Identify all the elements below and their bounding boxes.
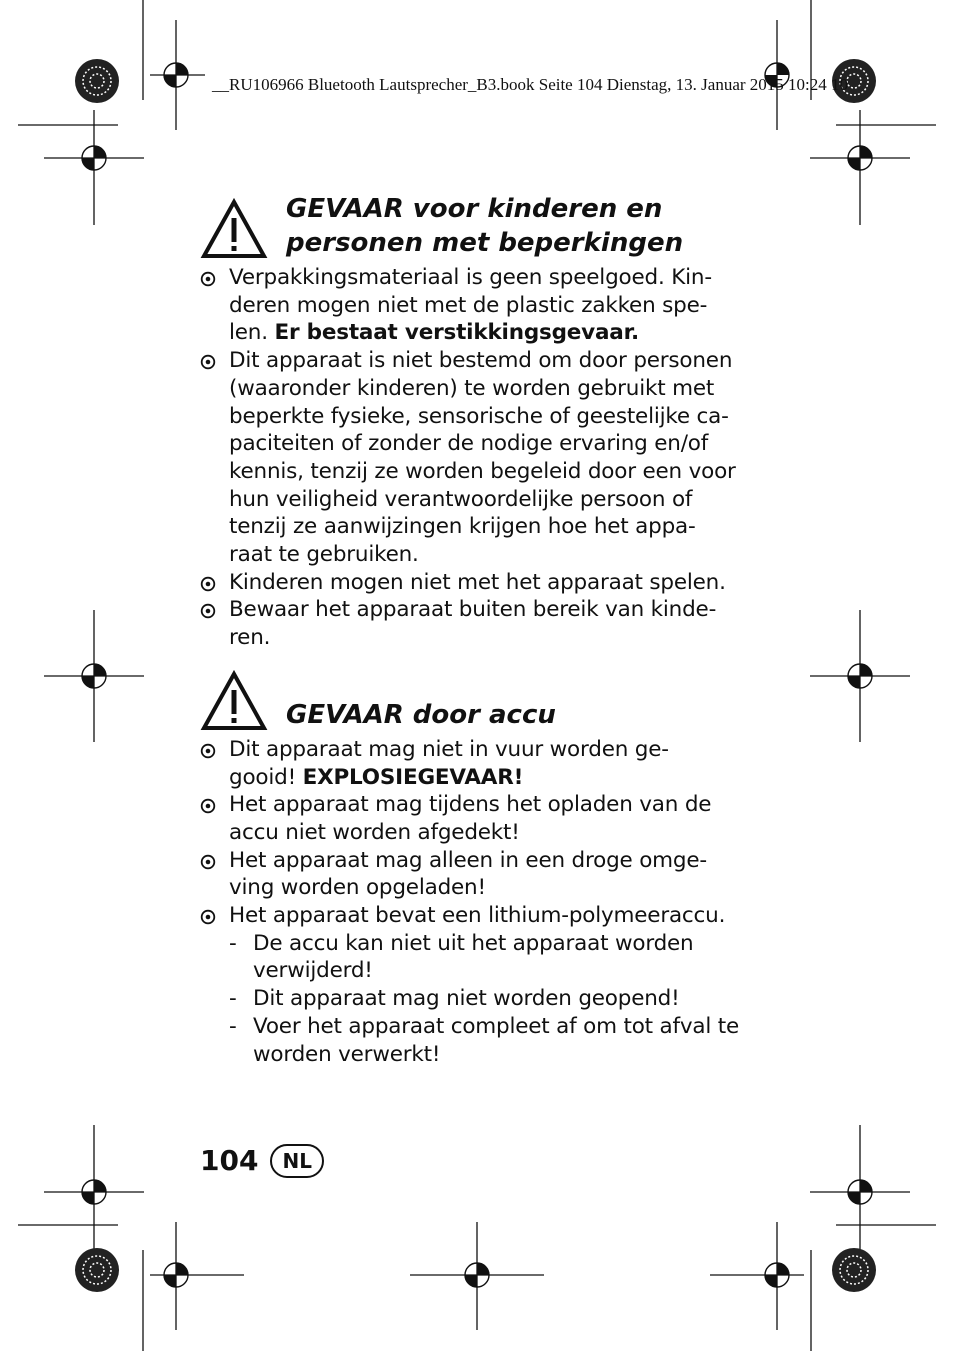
list-item [200, 569, 740, 597]
section-title-line2: personen met beperkingen [286, 228, 684, 258]
section-danger-children [200, 192, 740, 652]
page-footer [200, 1143, 324, 1179]
list-item [200, 264, 740, 347]
sub-list-item [229, 985, 740, 1013]
list-item-text: Kinderen mogen niet met het apparaat spelen. [229, 569, 726, 595]
list-item-text: Het apparaat mag tijdens het opladen van de accu niet worden afgedekt! [229, 792, 712, 845]
list-item-text: Verpakkingsmateriaal is geen speelgoed. Kin- deren mogen niet met de plastic zakken spe- len. [229, 265, 712, 346]
section-danger-battery [200, 670, 740, 1068]
print-slug-header: __RU106966 Bluetooth Lautsprecher_B3.book Seite 104 Dienstag, 13. Januar 2015 10:24 10 [212, 75, 848, 94]
warning-triangle-icon [200, 198, 268, 260]
list-item-bold-text: Er bestaat verstikkingsgevaar. [274, 320, 639, 346]
section-title [286, 192, 683, 260]
sub-list [229, 930, 740, 1069]
circle-dot-bullet-icon [200, 354, 216, 370]
list-item [200, 736, 740, 791]
circle-dot-bullet-icon [200, 854, 216, 870]
list-item-text: Het apparaat mag alleen in een droge omge- ving worden opgeladen! [229, 847, 707, 901]
section-heading [200, 192, 740, 260]
sub-list-item [229, 1013, 740, 1068]
section-heading [200, 670, 740, 732]
list-item-bold-text: EXPLOSIEGEVAAR! [302, 764, 524, 790]
page-content [200, 192, 740, 1068]
sub-list-item [229, 930, 740, 985]
circle-dot-bullet-icon [200, 603, 216, 619]
sub-list-item-text: De accu kan niet uit het apparaat worden verwijderd! [253, 930, 694, 984]
circle-dot-bullet-icon [200, 798, 216, 814]
dash-marker: - [229, 1013, 237, 1039]
list-item-text: Dit apparaat mag niet in vuur worden ge- gooid! [229, 736, 669, 790]
warning-triangle-icon [200, 670, 268, 732]
section-title-line1: GEVAAR voor kinderen en [286, 194, 663, 224]
list-item-text: Dit apparaat is niet bestemd om door personen (waaronder kinderen) te worden gebruikt met beperkte fysieke, sensorische of geestelijke ca- paciteiten of zonder de nodige ervaring en/of kennis, tenzij ze worden begeleid door een voor hun veiligheid verantwoordelijke persoon of tenzij ze aanwijzingen krijgen hoe het appa- raat te gebruiken. [229, 348, 736, 568]
language-badge: NL [270, 1144, 323, 1178]
circle-dot-bullet-icon [200, 743, 216, 759]
list-item [200, 847, 740, 902]
list-item [200, 596, 740, 651]
list-item [200, 791, 740, 846]
bullet-list [200, 264, 740, 652]
sub-list-item-text: Voer het apparaat compleet af om tot afval te worden verwerkt! [253, 1013, 740, 1067]
dash-marker: - [229, 986, 237, 1012]
circle-dot-bullet-icon [200, 909, 216, 925]
bullet-list [200, 736, 740, 1068]
sub-list-item-text: Dit apparaat mag niet worden geopend! [253, 986, 680, 1012]
page-number: 104 [200, 1144, 259, 1177]
section-title: GEVAAR door accu [286, 699, 556, 730]
circle-dot-bullet-icon [200, 271, 216, 287]
dash-marker: - [229, 930, 237, 956]
circle-dot-bullet-icon [200, 576, 216, 592]
list-item [200, 347, 740, 569]
list-item-text: Het apparaat bevat een lithium-polymeeraccu. [229, 903, 726, 929]
list-item-text: Bewaar het apparaat buiten bereik van kinde- ren. [229, 597, 717, 651]
list-item [200, 902, 740, 1068]
